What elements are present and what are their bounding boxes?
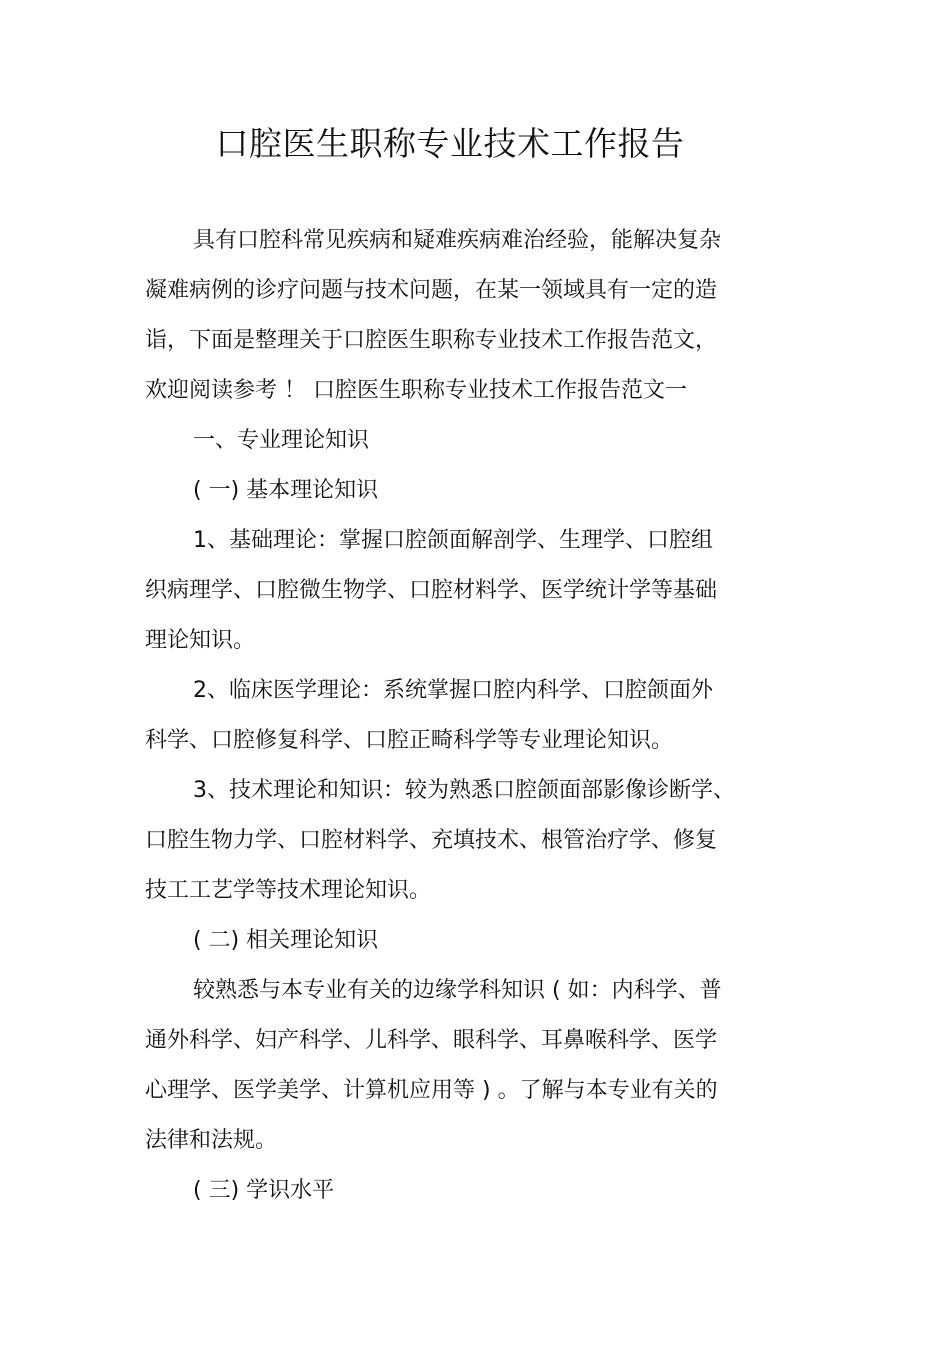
subsection-heading: ( 一) 基本理论知识 (193, 478, 379, 503)
body-line: 凝难病例的诊疗问题与技术问题，在某一领域具有一定的造 (145, 278, 718, 303)
body-line: 具有口腔科常见疾病和疑难疾病难治经验，能解决复杂 (193, 228, 722, 253)
body-line: 诣，下面是整理关于口腔医生职称专业技术工作报告范文， (145, 328, 718, 353)
body-line: 心理学、医学美学、计算机应用等 ) 。了解与本专业有关的 (145, 1078, 718, 1103)
subsection-heading: ( 三) 学识水平 (193, 1178, 335, 1203)
body-line: 理论知识。 (145, 628, 256, 653)
body-line: 1、基础理论：掌握口腔颌面解剖学、生理学、口腔组 (193, 528, 713, 553)
body-line: 较熟悉与本专业有关的边缘学科知识 ( 如：内科学、普 (193, 978, 722, 1003)
body-line: 口腔生物力学、口腔材料学、充填技术、根管治疗学、修复 (145, 828, 718, 853)
body-line: 3、技术理论和知识：较为熟悉口腔颌面部影像诊断学、 (193, 778, 735, 803)
body-line: 通外科学、妇产科学、儿科学、眼科学、耳鼻喉科学、医学 (145, 1028, 718, 1053)
body-line: 法律和法规。 (145, 1128, 278, 1153)
body-line: 欢迎阅读参考 ！ 口腔医生职称专业技术工作报告范文一 (145, 378, 687, 403)
section-heading: 一、专业理论知识 (193, 428, 370, 453)
body-line: 科学、口腔修复科学、口腔正畸科学等专业理论知识。 (145, 728, 674, 753)
body-line: 技工工艺学等技术理论知识。 (145, 878, 432, 903)
body-line: 2、临床医学理论：系统掌握口腔内科学、口腔颌面外 (193, 678, 713, 703)
body-line: 织病理学、口腔微生物学、口腔材料学、医学统计学等基础 (145, 578, 718, 603)
document-title: 口腔医生职称专业技术工作报告 (215, 124, 685, 163)
subsection-heading: ( 二) 相关理论知识 (193, 928, 379, 953)
